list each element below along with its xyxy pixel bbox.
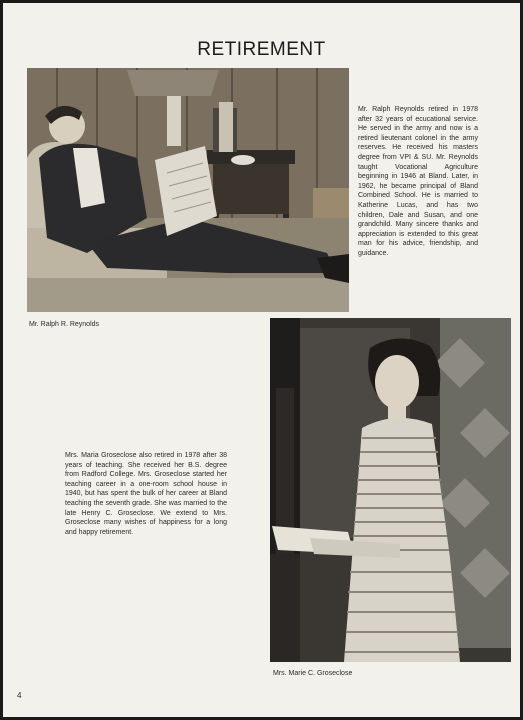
photo-marie-groseclose — [270, 318, 511, 662]
photo-ralph-reynolds — [27, 68, 349, 312]
reynolds-photo-caption: Mr. Ralph R. Reynolds — [29, 321, 100, 328]
reynolds-article-text: Mr. Ralph Reynolds retired in 1978 after 32 years of ecucational service. He served in the army and now is a retired lieutenant colonel in the army reserves. He received his masters degree from VPI & SU. Mr. Reynolds taught Vocational Agriculture beginning in 1946 at Bland. Later, in 1962, he became principal of Bland Combined School. He is married to Katherine Lucas, and has two children, Dale and Susan, and one grandchild. Many sincere thanks and appreciation is extended to this great man for his advice, friendship, and guidance. — [358, 106, 478, 257]
groseclose-photo-caption: Mrs. Marie C. Groseclose — [273, 670, 353, 677]
page-title: RETIREMENT — [197, 39, 326, 60]
yearbook-page — [3, 3, 520, 717]
groseclose-article-text: Mrs. Maria Groseclose also retired in 1978 after 38 years of teaching. She received her B.S. degree from Radford College. Mrs. Groseclose started her teaching career in a one-room school house in 1940, but has spent the bulk of her career at Bland teaching the seventh grade. She was married to the late Henry C. Groseclose. We extend to Mrs. Groseclose many wishes of happiness for a long and happy retirement. — [65, 452, 227, 536]
page-number: 4 — [17, 691, 22, 700]
